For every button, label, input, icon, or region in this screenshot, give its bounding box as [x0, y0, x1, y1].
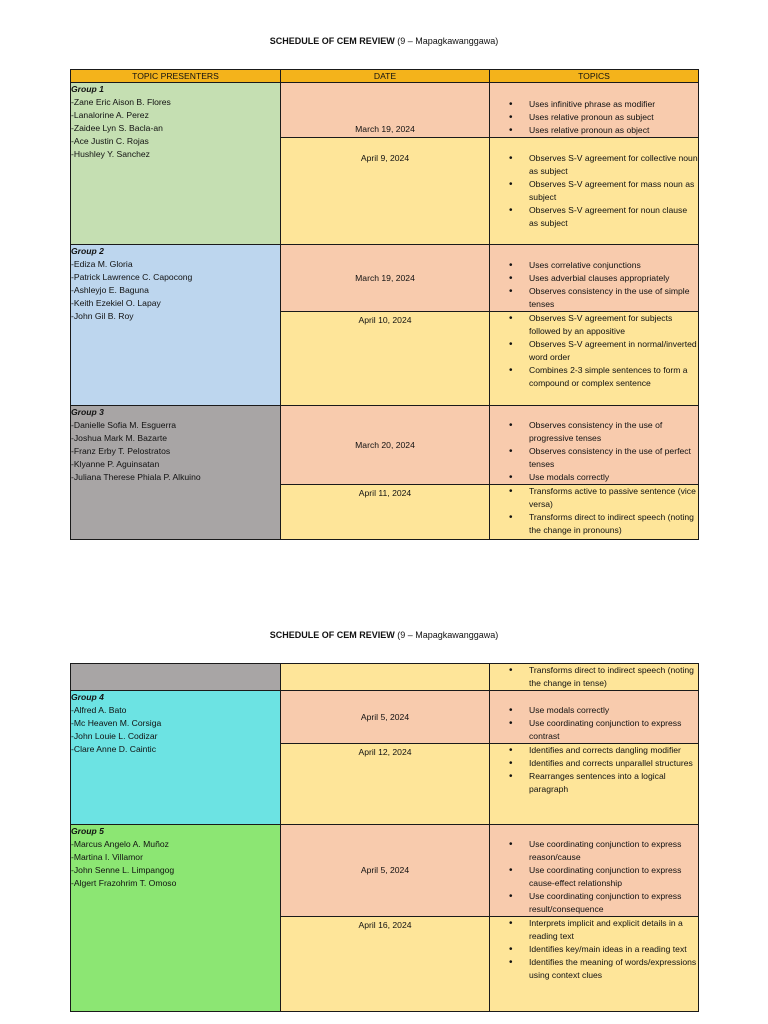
topic-item: • Identifies key/main ideas in a reading text	[529, 943, 698, 956]
group-5-name: Group 5	[71, 826, 104, 836]
schedule-table-page1	[70, 69, 699, 540]
group-4-presenters	[71, 691, 281, 825]
topic-item: • Transforms direct to indirect speech (noting the change in tense)	[529, 664, 698, 690]
topic-item: • Identifies and corrects unparallel structures	[529, 757, 698, 770]
session-date: April 16, 2024	[281, 917, 490, 1012]
group-member: -Ediza M. Gloria	[71, 259, 133, 269]
header-row	[71, 70, 699, 83]
group-5-presenters	[71, 825, 281, 1012]
schedule-table-page2	[70, 663, 699, 1012]
session-date: April 5, 2024	[281, 691, 490, 744]
group-member: -Joshua Mark M. Bazarte	[71, 433, 167, 443]
group-member: -Franz Erby T. Pelostratos	[71, 446, 171, 456]
group-member: -Hushley Y. Sanchez	[71, 149, 150, 159]
topic-item: • Observes S-V agreement for subjects followed by an appositive	[529, 312, 698, 338]
table-row	[71, 825, 699, 917]
topic-item: • Uses relative pronoun as subject	[529, 111, 698, 124]
session-topics	[490, 312, 699, 406]
group-member: -Mc Heaven M. Corsiga	[71, 718, 162, 728]
topic-item: • Uses adverbial clauses appropriately	[529, 272, 698, 285]
session-topics	[490, 825, 699, 917]
table-row	[71, 691, 699, 744]
group-1-presenters	[71, 83, 281, 245]
group-3-continuation	[71, 664, 281, 691]
topic-item: • Combines 2-3 simple sentences to form a compound or complex sentence	[529, 364, 698, 390]
group-3-presenters	[71, 406, 281, 540]
topic-item: • Observes consistency in the use of simple tenses	[529, 285, 698, 311]
topic-item: • Observes S-V agreement for mass noun as subject	[529, 178, 698, 204]
table-row	[71, 83, 699, 138]
group-member: -Ashleyjo E. Baguna	[71, 285, 149, 295]
session-topics	[490, 917, 699, 1012]
topic-item: • Identifies the meaning of words/expressions using context clues	[529, 956, 698, 982]
page2-title-section: (9 – Mapagkawanggawa)	[394, 630, 499, 640]
page1-title-section: (9 – Mapagkawanggawa)	[394, 36, 499, 46]
session-date: March 19, 2024	[281, 83, 490, 138]
session-date: March 20, 2024	[281, 406, 490, 485]
group-member: -Alfred A. Bato	[71, 705, 127, 715]
group-member: -Algert Frazohrim T. Omoso	[71, 878, 177, 888]
topic-item: • Observes S-V agreement for collective noun as subject	[529, 152, 698, 178]
page1-title	[0, 36, 768, 46]
topic-item: • Observes S-V agreement for noun clause as subject	[529, 204, 698, 230]
session-topics	[490, 138, 699, 245]
topic-item: • Observes consistency in the use of perfect tenses	[529, 445, 698, 471]
group-1-name: Group 1	[71, 84, 104, 94]
session-date: April 12, 2024	[281, 744, 490, 825]
session-topics	[490, 83, 699, 138]
page2-title-bold: SCHEDULE OF CEM REVIEW	[269, 630, 395, 640]
topic-item: • Use modals correctly	[529, 704, 698, 717]
header-topic-presenters: TOPIC PRESENTERS	[71, 70, 281, 83]
topic-item: • Use coordinating conjunction to express contrast	[529, 717, 698, 743]
session-topics	[490, 744, 699, 825]
group-member: -Klyanne P. Aguinsatan	[71, 459, 160, 469]
page2-title	[0, 630, 768, 640]
group-member: -Patrick Lawrence C. Capocong	[71, 272, 193, 282]
group-member: -John Gil B. Roy	[71, 311, 134, 321]
group-2-name: Group 2	[71, 246, 104, 256]
group-member: -Keith Ezekiel O. Lapay	[71, 298, 161, 308]
topic-item: • Observes S-V agreement in normal/inverted word order	[529, 338, 698, 364]
topic-item: • Transforms active to passive sentence (vice versa)	[529, 485, 698, 511]
topic-item: • Uses relative pronoun as object	[529, 124, 698, 137]
table-row	[71, 245, 699, 312]
group-member: -Clare Anne D. Caintic	[71, 744, 157, 754]
topic-item: • Use coordinating conjunction to express cause-effect relationship	[529, 864, 698, 890]
group-member: -Danielle Sofia M. Esguerra	[71, 420, 177, 430]
topic-item: • Identifies and corrects dangling modifier	[529, 744, 698, 757]
session-topics	[490, 406, 699, 485]
continuation-topics	[490, 664, 699, 691]
continuation-date	[281, 664, 490, 691]
group-member: -Zane Eric Aison B. Flores	[71, 97, 171, 107]
page1-title-bold: SCHEDULE OF CEM REVIEW	[269, 36, 395, 46]
header-topics: TOPICS	[490, 70, 699, 83]
session-topics	[490, 691, 699, 744]
topic-item: • Use coordinating conjunction to express reason/cause	[529, 838, 698, 864]
group-2-presenters	[71, 245, 281, 406]
group-member: -Ace Justin C. Rojas	[71, 136, 149, 146]
table-row	[71, 664, 699, 691]
session-topics	[490, 485, 699, 540]
group-4-name: Group 4	[71, 692, 104, 702]
topic-item: • Uses infinitive phrase as modifier	[529, 98, 698, 111]
topic-item: • Observes consistency in the use of progressive tenses	[529, 419, 698, 445]
group-member: -John Louie L. Codizar	[71, 731, 158, 741]
topic-item: • Uses correlative conjunctions	[529, 259, 698, 272]
group-member: -Juliana Therese Phiala P. Alkuino	[71, 472, 201, 482]
topic-item: • Transforms direct to indirect speech (noting the change in pronouns)	[529, 511, 698, 537]
header-date: DATE	[281, 70, 490, 83]
table-row	[71, 406, 699, 485]
group-member: -Lanalorine A. Perez	[71, 110, 149, 120]
session-date: April 5, 2024	[281, 825, 490, 917]
group-3-name: Group 3	[71, 407, 104, 417]
group-member: -Marcus Angelo A. Muñoz	[71, 839, 169, 849]
topic-item: • Rearranges sentences into a logical paragraph	[529, 770, 698, 796]
session-date: March 19, 2024	[281, 245, 490, 312]
session-topics	[490, 245, 699, 312]
group-member: -Martina I. Villamor	[71, 852, 143, 862]
session-date: April 10, 2024	[281, 312, 490, 406]
group-member: -Zaidee Lyn S. Bacla-an	[71, 123, 163, 133]
session-date: April 9, 2024	[281, 138, 490, 245]
topic-item: • Interprets implicit and explicit details in a reading text	[529, 917, 698, 943]
session-date: April 11, 2024	[281, 485, 490, 540]
topic-item: • Use coordinating conjunction to express result/consequence	[529, 890, 698, 916]
group-member: -John Senne L. Limpangog	[71, 865, 175, 875]
topic-item: • Use modals correctly	[529, 471, 698, 484]
